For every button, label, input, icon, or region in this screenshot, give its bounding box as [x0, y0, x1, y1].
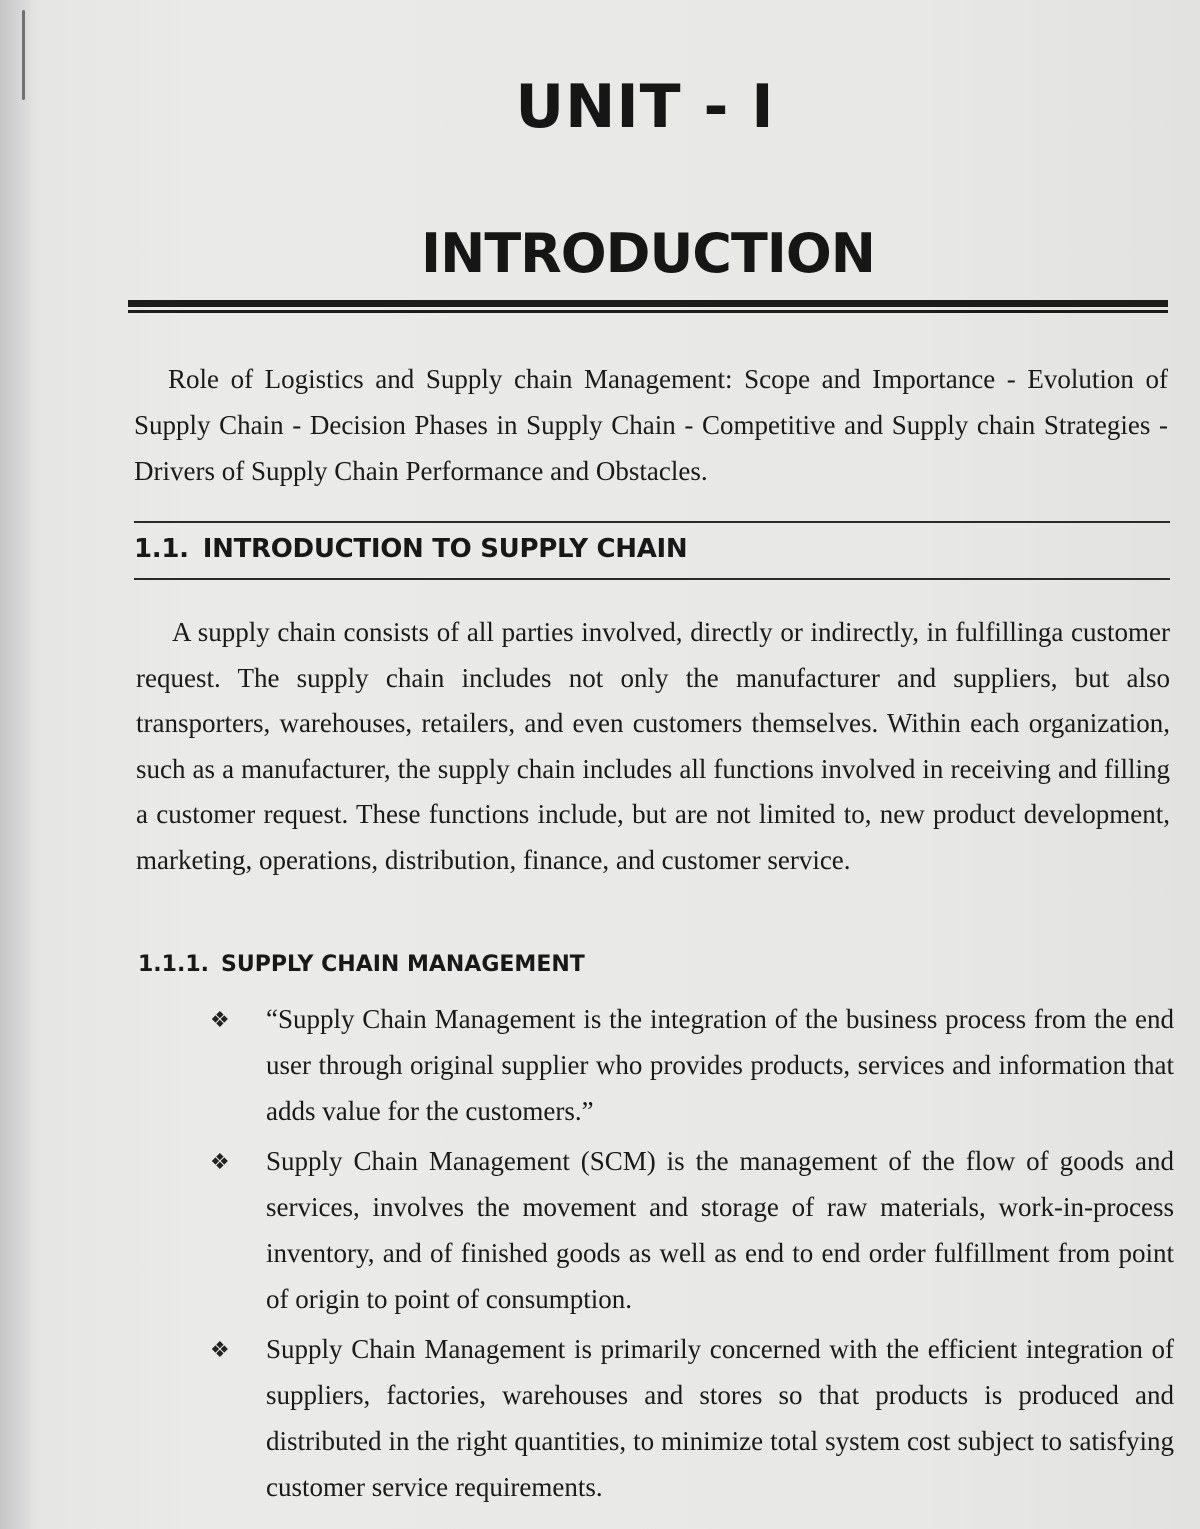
- list-item: [206, 996, 1174, 1134]
- definition-list: [206, 996, 1174, 1514]
- list-item-text: Supply Chain Management is primarily concerned with the efficient integration of suppliers, factories, warehouses and stores so that products is produced and distributed in the right quantities, to minimize total system cost subject to satisfying customer service requirements.: [266, 1334, 1174, 1502]
- unit-title: UNIT - I: [515, 72, 775, 142]
- list-item: [206, 1326, 1174, 1510]
- list-item: [206, 1138, 1174, 1322]
- title-double-rule: [128, 300, 1168, 313]
- diamond-bullet-icon: ❖: [210, 1150, 230, 1175]
- section-rule-top: [134, 521, 1170, 523]
- section-title: INTRODUCTION TO SUPPLY CHAIN: [202, 534, 688, 564]
- syllabus-paragraph: Role of Logistics and Supply chain Management: Scope and Importance - Evolution of Supply Chain - Decision Phases in Supply Chain - Competitive and Supply chain Strategies - Drivers of Supply Chain Performance and Obstacles.: [134, 364, 1168, 486]
- section-number: 1.1.: [134, 534, 189, 564]
- title-rule-thin: [128, 310, 1168, 313]
- diamond-bullet-icon: ❖: [210, 1008, 230, 1033]
- section-paragraph: A supply chain consists of all parties involved, directly or indirectly, in fulfillinga customer request. The supply chain includes not only the manufacturer and suppliers, but also transporters, warehouses, retailers, and even customers themselves. Within each organization, such as a manufacturer, the supply chain includes all functions involved in receiving and filling a customer request. These functions include, but are not limited to, new product development, marketing, operations, distribution, finance, and customer service.: [136, 617, 1170, 875]
- title-rule-thick: [128, 300, 1168, 307]
- subsection-heading: [138, 952, 585, 977]
- list-item-text: “Supply Chain Management is the integration of the business process from the end user through original supplier who provides products, services and information that adds value for the customers.”: [266, 1004, 1174, 1126]
- chapter-title: INTRODUCTION: [421, 222, 875, 285]
- subsection-title: SUPPLY CHAIN MANAGEMENT: [221, 952, 585, 977]
- list-item-text: Supply Chain Management (SCM) is the management of the flow of goods and services, involves the movement and storage of raw materials, work-in-process inventory, and of finished goods as well as end to end order fulfillment from point of origin to point of consumption.: [266, 1146, 1174, 1314]
- subsection-number: 1.1.1.: [138, 952, 209, 977]
- diamond-bullet-icon: ❖: [210, 1338, 230, 1363]
- section-heading: [134, 534, 687, 564]
- section-rule-bottom: [134, 578, 1170, 580]
